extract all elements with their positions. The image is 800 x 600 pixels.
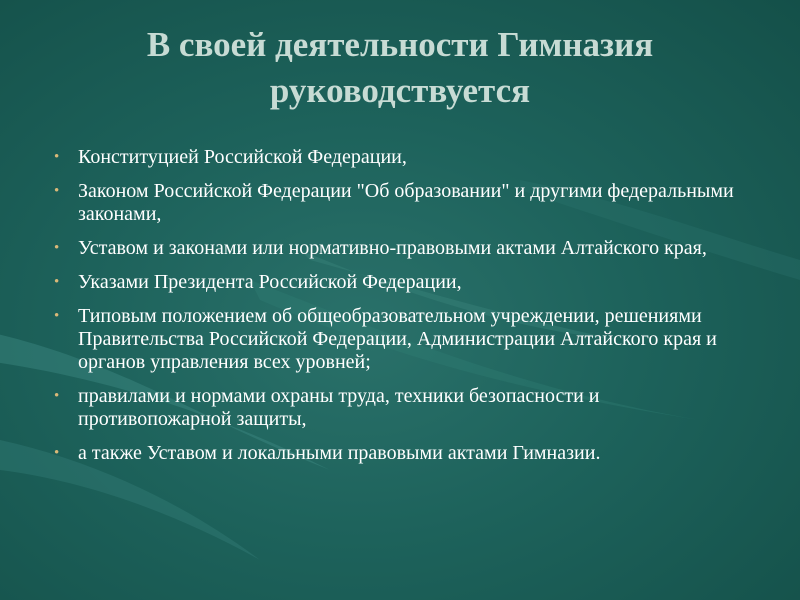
bullet-item-standard-regulation bbox=[52, 305, 752, 374]
bullet-text: Уставом и законами или нормативно-правовыми актами Алтайского края, bbox=[78, 237, 707, 259]
bullet-item-altai-charter bbox=[52, 237, 752, 260]
bullet-item-gymnasium-charter bbox=[52, 442, 752, 465]
bullet-icon: • bbox=[54, 183, 60, 199]
bullet-list bbox=[52, 146, 752, 476]
slide-title: В своей деятельности Гимназия руководствуется bbox=[146, 25, 654, 110]
bullet-text: Конституцией Российской Федерации, bbox=[78, 146, 407, 168]
bullet-text: Законом Российской Федерации "Об образовании" и другими федеральными законами, bbox=[78, 180, 734, 225]
bullet-item-constitution bbox=[52, 146, 752, 169]
bullet-item-education-law bbox=[52, 180, 752, 226]
bullet-text: а также Уставом и локальными правовыми актами Гимназии. bbox=[78, 442, 601, 464]
bullet-icon: • bbox=[54, 445, 60, 461]
bullet-icon: • bbox=[54, 388, 60, 404]
bullet-icon: • bbox=[54, 149, 60, 165]
bullet-text: Типовым положением об общеобразовательном учреждении, решениями Правительства Российской Федерации, Администрации Алтайского края и органов управления всех уровней; bbox=[78, 305, 717, 373]
bullet-text: Указами Президента Российской Федерации, bbox=[78, 271, 462, 293]
bullet-text: правилами и нормами охраны труда, техники безопасности и противопожарной защиты, bbox=[78, 385, 600, 430]
bullet-icon: • bbox=[54, 274, 60, 290]
bullet-icon: • bbox=[54, 240, 60, 256]
bullet-item-safety-rules bbox=[52, 385, 752, 431]
bullet-item-president-decrees bbox=[52, 271, 752, 294]
bullet-icon: • bbox=[54, 308, 60, 324]
